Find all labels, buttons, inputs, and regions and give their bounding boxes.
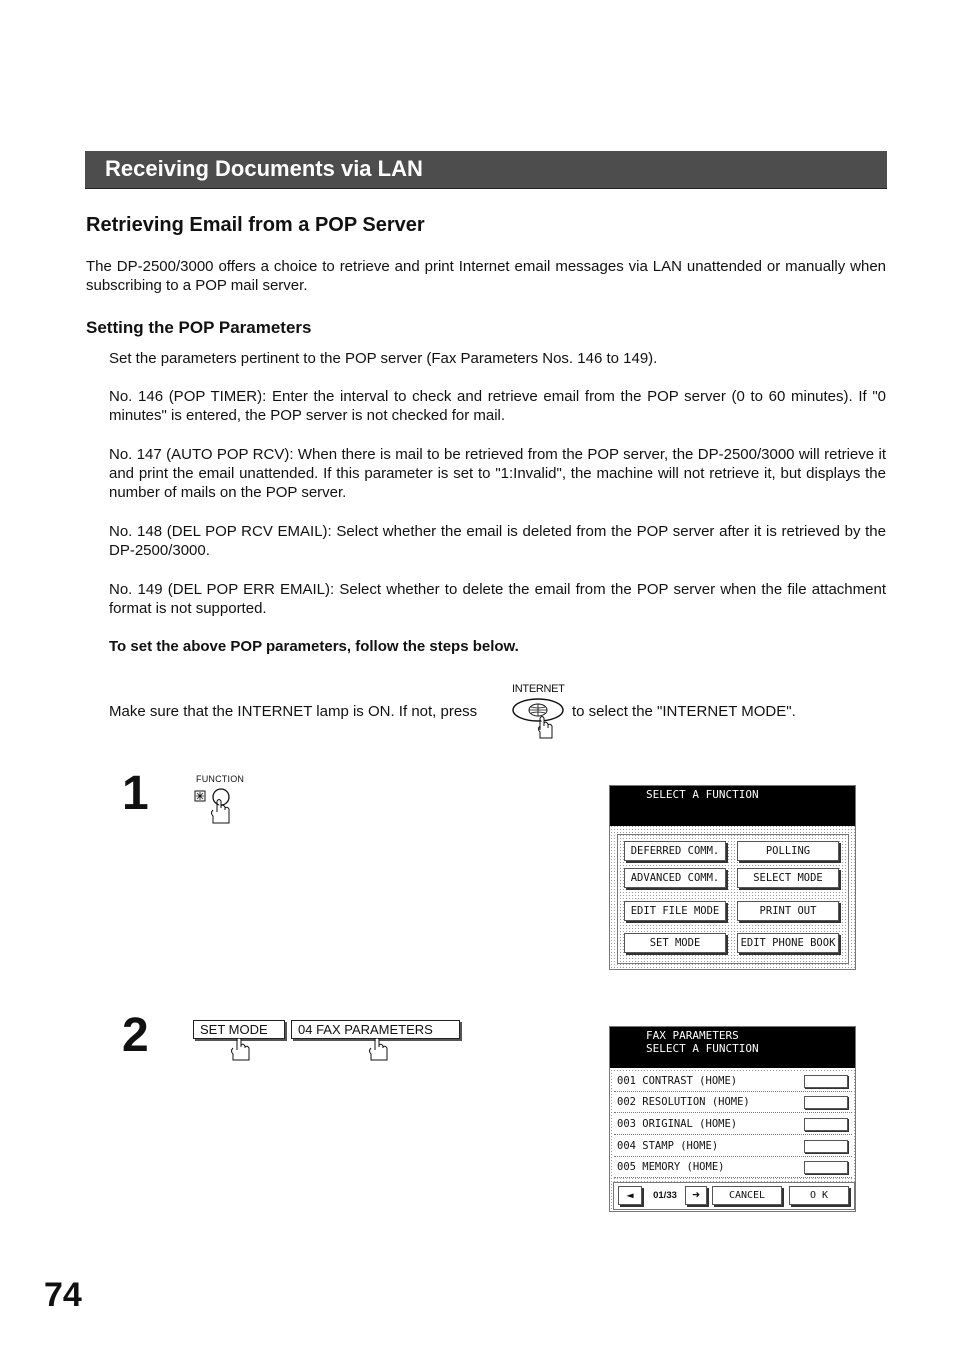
internet-key[interactable] [511,683,569,743]
edit-phone-book-button[interactable]: EDIT PHONE BOOK [737,933,839,953]
step-number-2: 2 [122,1009,149,1062]
set-mode-key[interactable]: SET MODE [193,1020,285,1039]
param-value[interactable] [804,1118,848,1131]
param-row-003[interactable] [614,1114,852,1135]
param-label: 003 ORIGINAL (HOME) [617,1118,738,1130]
param-label: 005 MEMORY (HOME) [617,1161,725,1173]
function-key[interactable] [192,774,248,828]
lcd-header [610,1027,855,1068]
param-value[interactable] [804,1096,848,1109]
page-number: 74 [44,1276,82,1314]
paragraph-1: Set the parameters pertinent to the POP server (Fax Parameters Nos. 146 to 149). [109,350,658,367]
param-value[interactable] [804,1140,848,1153]
fax-parameters-key[interactable]: 04 FAX PARAMETERS [291,1020,460,1039]
section-title: Receiving Documents via LAN [105,156,423,181]
hand-press-icon [367,1038,397,1062]
hand-press-icon [229,1038,259,1062]
internet-key-label: INTERNET [512,683,565,695]
set-mode-button[interactable]: SET MODE [624,933,726,953]
page-indicator: 01/33 [653,1190,677,1201]
step-number-1: 1 [122,767,149,820]
edit-file-mode-button[interactable]: EDIT FILE MODE [624,901,726,921]
advanced-comm-button[interactable]: ADVANCED COMM. [624,868,726,888]
lcd-footer [613,1182,855,1210]
lcd-header [610,786,855,826]
steps-intro: To set the above POP parameters, follow the steps below. [109,638,519,655]
lamp-text-after: to select the "INTERNET MODE". [572,703,796,720]
lamp-text-before: Make sure that the INTERNET lamp is ON. If not, press [109,703,478,720]
param-value[interactable] [804,1161,848,1174]
paragraph-pop-timer: No. 146 (POP TIMER): Enter the interval to check and retrieve email from the POP server (0 to 60 minutes). If "0 minutes" is entered, the POP server is not checked for mail. [109,388,886,424]
param-row-005[interactable] [614,1157,852,1178]
lcd-header-text: SELECT A FUNCTION [646,788,759,801]
back-arrow-icon[interactable]: ◄ [618,1186,642,1205]
lcd-select-function [609,785,856,970]
paragraph-del-pop-rcv: No. 148 (DEL POP RCV EMAIL): Select whether the email is deleted from the POP server after it is retrieved by the DP-2500/3000. [109,523,886,559]
lcd-header-line-1: FAX PARAMETERS [646,1029,739,1042]
param-label: 004 STAMP (HOME) [617,1140,719,1152]
param-row-004[interactable] [614,1136,852,1157]
lcd-header-line-2: SELECT A FUNCTION [646,1042,759,1055]
intro-paragraph: The DP-2500/3000 offers a choice to retrieve and print Internet email messages via LAN unattended or manually when subscribing to a POP mail server. [86,258,886,294]
param-row-001[interactable] [614,1071,852,1092]
cancel-button[interactable]: CANCEL [712,1186,782,1205]
print-out-button[interactable]: PRINT OUT [737,901,839,921]
select-mode-button[interactable]: SELECT MODE [737,868,839,888]
paragraph-del-pop-err: No. 149 (DEL POP ERR EMAIL): Select whether to delete the email from the POP server when the file attachment format is not supported. [109,581,886,617]
polling-button[interactable]: POLLING [737,841,839,861]
param-value[interactable] [804,1075,848,1088]
deferred-comm-button[interactable]: DEFERRED COMM. [624,841,726,861]
ok-button[interactable]: O K [789,1186,849,1205]
section-header [85,151,887,189]
param-row-002[interactable] [614,1092,852,1113]
page-heading: Retrieving Email from a POP Server [86,214,425,236]
function-key-icon [192,786,248,828]
forward-arrow-icon[interactable]: ➜ [685,1186,707,1205]
param-label: 002 RESOLUTION (HOME) [617,1096,750,1108]
param-label: 001 CONTRAST (HOME) [617,1075,738,1087]
lcd-fax-parameters [609,1026,856,1212]
subheading: Setting the POP Parameters [86,318,312,337]
internet-key-icon [511,696,569,742]
function-key-label: FUNCTION [196,774,245,784]
paragraph-auto-pop-rcv: No. 147 (AUTO POP RCV): When there is mail to be retrieved from the POP server, the DP-2500/3000 will retrieve it and print the email unattended. If this parameter is set to "1:Invalid", the machine will not retrieve it, but displays the number of mails on the POP server. [109,446,886,501]
